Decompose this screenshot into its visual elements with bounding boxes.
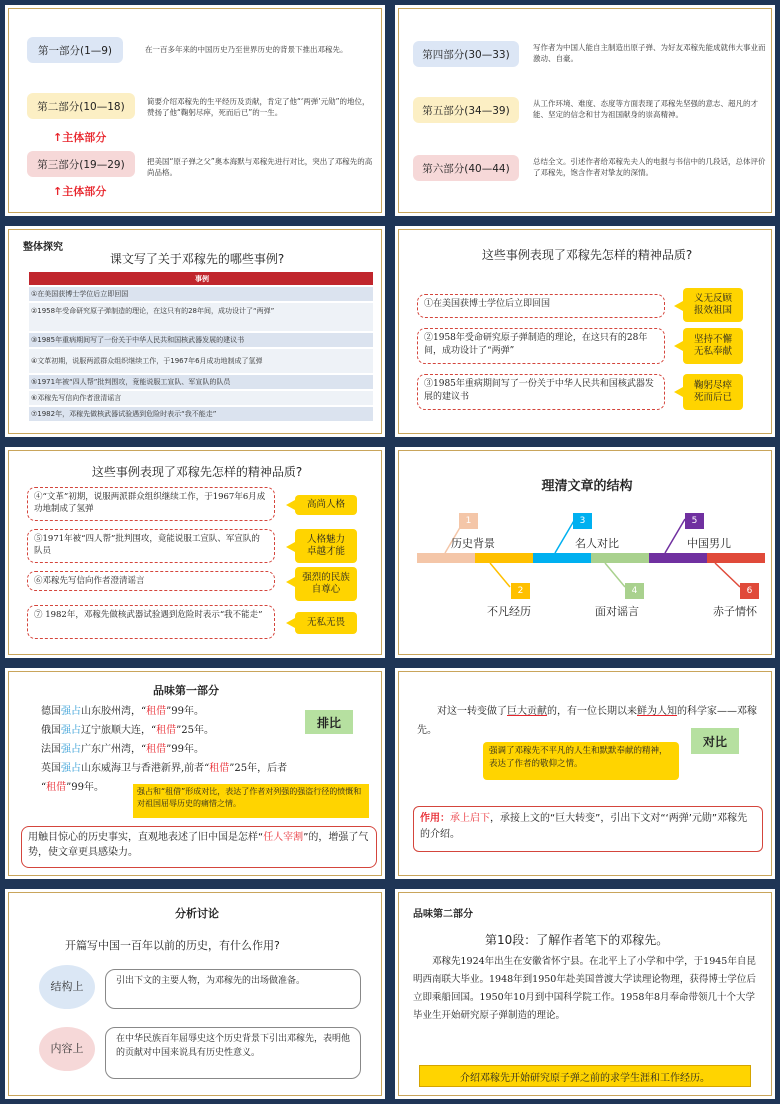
pointer-icon — [674, 301, 683, 311]
table-row: ②1958年受命研究原子弹制造的理论，在这只有的28年间，成功设计了“两弹” — [29, 303, 373, 331]
quote-emphasis: 鲜为人知 — [637, 706, 677, 717]
main-part-marker-2: ↑主体部分 — [53, 185, 107, 198]
step-label-5: 中国男儿 — [687, 537, 731, 550]
table-row: ⑥邓稼先写信向作者澄清谣言 — [29, 391, 373, 405]
step-number-3: 3 — [573, 513, 592, 529]
part-1-desc: 在一百多年来的中国历史乃至世界历史的背景下推出邓稼先。 — [145, 45, 348, 54]
part-3-desc: 把美国“原子弹之父”奥本海默与邓稼先进行对比，突出了邓稼先的高尚品格。 — [147, 157, 373, 177]
slide-9[interactable] — [3, 887, 387, 1101]
slide-title: 这些事例表现了邓稼先怎样的精神品质? — [91, 465, 303, 479]
step-label-4: 面对谣言 — [595, 605, 639, 618]
keyword-lease: 租借 — [156, 725, 177, 736]
slide-5[interactable] — [3, 445, 387, 660]
keyword-occupy: 强占 — [61, 744, 81, 755]
slide-2[interactable] — [393, 3, 777, 218]
conclusion-text: 用触目惊心的历史事实，直观地表述了旧中国是怎样“ — [28, 832, 264, 843]
conclusion-text: ”的，增强了气势，使文章更具感染力。 — [28, 832, 369, 858]
connector-6 — [715, 563, 740, 587]
main-part-text: 主体部分 — [62, 185, 107, 198]
part-label: 第六部分(40—44) — [422, 162, 510, 175]
pointer-icon — [286, 500, 295, 510]
part-label: 第三部分(19—29) — [37, 158, 125, 171]
slide-title: 分析讨论 — [175, 907, 219, 920]
slide-title: 课文写了关于邓稼先的哪些事例? — [109, 252, 285, 266]
example-box-2: ②1958年受命研究原子弹制造的理论，在这只有的28年间，成功设计了“两弹” — [417, 328, 665, 364]
slide-title: 这些事例表现了邓稼先怎样的精神品质? — [481, 248, 693, 262]
part-label: 第二部分(10—18) — [37, 100, 125, 113]
slide-1[interactable] — [3, 3, 387, 218]
keyword-occupy: 强占 — [61, 725, 81, 736]
line-britain — [41, 759, 381, 778]
keyword-lease: 租借 — [146, 744, 167, 755]
quote: “ — [41, 782, 47, 793]
effect-keyword: 承上启下 — [450, 813, 490, 824]
main-part-marker-1: ↑主体部分 — [53, 131, 107, 144]
quote-part: 对这一转变做了 — [437, 706, 507, 717]
keyword-lease: 租借 — [146, 706, 167, 717]
part-6-tag — [413, 155, 519, 181]
quality-tag-3: 鞠躬尽瘁 死而后已 — [683, 374, 743, 410]
pointer-icon — [674, 341, 683, 351]
quality-tag-7: 无私无畏 — [295, 612, 357, 634]
keyword-lease: 租借 — [209, 763, 230, 774]
part-5-desc: 从工作环境、难度、态度等方面表现了邓稼先坚强的意志、超凡的才能、坚定的信念和甘为祖国献身的崇高精神。 — [533, 99, 758, 119]
part-label: 第一部分(1—9) — [37, 44, 113, 57]
summary-box: 介绍邓稼先开始研究原子弹之前的求学生涯和工作经历。 — [419, 1065, 751, 1087]
structure-bubble: 结构上 — [39, 965, 95, 1009]
quality-tag-2: 坚持不懈 无私奉献 — [683, 328, 743, 364]
step-label-1: 历史背景 — [451, 537, 495, 550]
timeline-connectors — [395, 447, 777, 660]
pointer-icon — [286, 618, 295, 628]
conclusion-box — [21, 826, 377, 868]
example-box-1: ①在美国获博士学位后立即回国 — [417, 294, 665, 318]
pointer-icon — [286, 542, 295, 552]
slide-title: 理清文章的结构 — [541, 479, 633, 494]
part-4-desc: 写作者为中国人能自主制造出原子弹、为好友邓稼先能成就伟大事业而激动、自豪。 — [533, 43, 766, 63]
slide-10[interactable] — [393, 887, 777, 1101]
place: 山东胶州湾，“ — [81, 706, 147, 717]
part-6-desc: 总结全文。引述作者给邓稼先夫人的电报与书信中的几段话，总体评价了邓稼先，饱含作者对挚友的深情。 — [533, 157, 766, 177]
keyword-occupy: 强占 — [61, 763, 81, 774]
quality-tag-5: 人格魅力 卓越才能 — [295, 529, 357, 563]
step-label-2: 不凡经历 — [487, 605, 531, 618]
place: 山东威海卫与香港新界,前者“ — [81, 763, 210, 774]
contrast-tag: 对比 — [691, 728, 739, 754]
line-france — [41, 740, 381, 759]
slide-4[interactable] — [393, 224, 777, 439]
step-number-6: 6 — [740, 583, 759, 599]
table-row: ③1985年重病期间写了一份关于中华人民共和国核武器发展的建议书 — [29, 333, 373, 347]
step-label-3: 名人对比 — [575, 537, 619, 550]
paragraph-heading: 第10段：了解作者笔下的邓稼先。 — [485, 933, 669, 947]
example-box-3: ③1985年重病期间写了一份关于中华人民共和国核武器发展的建议书 — [417, 374, 665, 410]
country: 英国 — [41, 763, 61, 774]
years: ”25年。 — [176, 725, 214, 736]
part-2-tag — [27, 93, 135, 119]
contrast-note: 强占和“租借”形成对比，表达了作者对列强的强盗行径的愤慨和对祖国屈辱历史的痛惜之情。 — [133, 784, 369, 818]
part-1-tag — [27, 37, 123, 63]
example-box-5: ⑤1971年被“四人帮”批判围攻，竟能说服工宣队、军宣队的队员 — [27, 529, 275, 563]
connector-5 — [665, 519, 685, 553]
table-row: ④文革初期，说服两派群众组织继续工作，于1967年6月成功地制成了氢弹 — [29, 349, 373, 373]
structure-answer: 引出下文的主要人物，为邓稼先的出场做准备。 — [105, 969, 361, 1009]
country: 法国 — [41, 744, 61, 755]
country: 俄国 — [41, 725, 61, 736]
main-part-text: 主体部分 — [62, 131, 107, 144]
keyword-occupy: 强占 — [61, 706, 81, 717]
conclusion-keyword: 任人宰割 — [263, 832, 304, 843]
pointer-icon — [286, 577, 295, 587]
slide-7[interactable] — [3, 666, 387, 881]
step-label-6: 赤子情怀 — [713, 605, 757, 618]
quality-tag-4: 高尚人格 — [295, 495, 357, 515]
quote-part: 的，有一位长期以来 — [547, 706, 637, 717]
quote-emphasis: 巨大贡献 — [507, 706, 547, 717]
corner-title: 品味第二部分 — [413, 909, 473, 920]
effect-text: ，承接上文的“巨大转变”，引出下文对“‘两弹’元勋”邓稼先的介绍。 — [420, 813, 748, 840]
corner-title: 整体探究 — [23, 242, 63, 253]
pointer-icon — [674, 387, 683, 397]
years: ”99年。 — [166, 744, 204, 755]
emphasis-note: 强调了邓稼先不平凡的人生和默默奉献的精神，表达了作者的敬仰之情。 — [483, 742, 679, 780]
table-row: ①在美国获博士学位后立即回国 — [29, 287, 373, 301]
parallelism-tag: 排比 — [305, 710, 353, 734]
table-row: ⑤1971年被“四人帮”批判围攻，竟能说服工宣队、军宣队的队员 — [29, 375, 373, 389]
header-text: 事例 — [195, 274, 209, 283]
example-box-7: ⑦ 1982年，邓稼先做核武器试验遇到危险时表示“我不能走” — [27, 605, 275, 639]
part-2-desc: 简要介绍邓稼先的生平经历及贡献，肯定了他“‘两弹’元勋”的地位，赞扬了他“鞠躬尽瘁，死而后已”的一生。 — [147, 97, 370, 117]
connector-3 — [555, 519, 575, 553]
quality-tag-6: 强烈的民族 自尊心 — [295, 567, 357, 601]
paragraph-text: 邓稼先1924年出生在安徽省怀宁县。在北平上了小学和中学，于1945年自昆明西南联大毕业。1948年到1950年赴美国普渡大学读理论物理，获得博士学位后立即乘船回国。1950年10月到中国科学院工作。1958年8月奉命带领几十个大学毕业生开始研究原子弹制造的理论。 — [413, 956, 756, 1021]
step-number-2: 2 — [511, 583, 530, 599]
quality-tag-1: 义无反顾 报效祖国 — [683, 288, 743, 322]
content-answer: 在中华民族百年屈辱史这个历史背景下引出邓稼先，表明他的贡献对中国来说具有历史性意义。 — [105, 1027, 361, 1079]
discussion-question: 开篇写中国一百年以前的历史，有什么作用? — [65, 939, 280, 952]
quote-part: 的科学家——邓稼先。 — [417, 706, 757, 736]
part-label: 第五部分(34—39) — [422, 104, 510, 117]
part-3-tag — [27, 151, 135, 177]
example-box-4: ④“文革”初期，说服两派群众组织继续工作，于1967年6月成功地制成了氢弹 — [27, 487, 275, 521]
country: 德国 — [41, 706, 61, 717]
keyword-lease: 租借 — [46, 782, 67, 793]
part-4-tag — [413, 41, 519, 67]
connector-4 — [605, 563, 625, 587]
step-number-4: 4 — [625, 583, 644, 599]
table-header — [29, 272, 373, 285]
step-number-5: 5 — [685, 513, 704, 529]
place: 广东广州湾，“ — [81, 744, 147, 755]
part-label: 第四部分(30—33) — [422, 48, 510, 61]
slide-3[interactable] — [3, 224, 387, 439]
years: ”99年。 — [166, 706, 204, 717]
example-box-6: ⑥邓稼先写信向作者澄清谣言 — [27, 571, 275, 591]
step-number-1: 1 — [459, 513, 478, 529]
place: 辽宁旅顺大连，“ — [81, 725, 157, 736]
part-5-tag — [413, 97, 519, 123]
years: ”25年，后者 — [229, 763, 288, 774]
effect-label: 作用： — [420, 813, 450, 824]
effect-box — [413, 806, 763, 852]
slide-8[interactable] — [393, 666, 777, 881]
table-row: ⑦1982年，邓稼先做核武器试验遇到危险时表示“我不能走” — [29, 407, 373, 421]
slide-6[interactable] — [393, 445, 777, 660]
content-bubble: 内容上 — [39, 1027, 95, 1071]
years: ”99年。 — [66, 782, 104, 793]
connector-2 — [490, 563, 510, 587]
slide-title: 品味第一部分 — [153, 684, 219, 697]
